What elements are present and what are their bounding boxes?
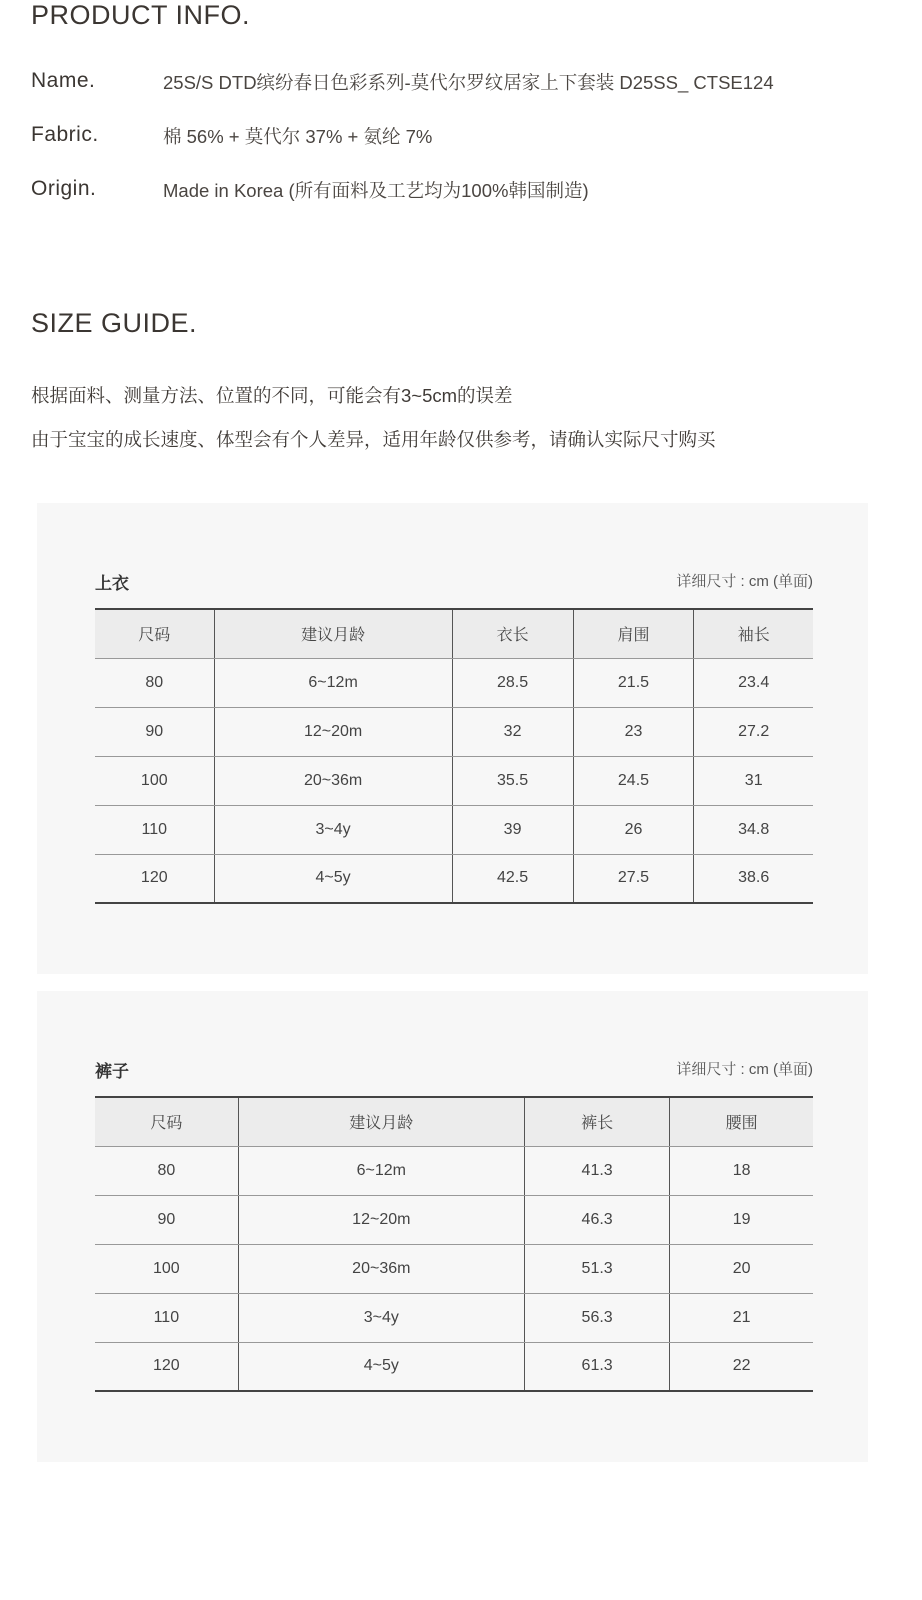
table-cell: 100 [95, 1244, 238, 1293]
table-cell: 61.3 [524, 1342, 669, 1391]
table-cell: 38.6 [738, 869, 770, 887]
table-cell: 39 [452, 805, 573, 854]
product-info-title: PRODUCT INFO. [31, 0, 251, 30]
table-row [95, 805, 813, 854]
table-cell: 110 [95, 805, 214, 854]
table-cell: 19 [670, 1195, 813, 1244]
info-value: Made in Korea (所有面料及工艺均为100%韩国制造) [163, 180, 589, 201]
table-cell: 3~4y [238, 1293, 524, 1342]
column-header: 衣长 [452, 609, 573, 658]
table-cell: 90 [95, 707, 214, 756]
info-value: 棉 56% + 莫代尔 37% + 氨纶 7% [163, 126, 433, 147]
table-row [95, 1244, 813, 1293]
table-cell: 34.8 [694, 805, 813, 854]
table-unit: 详细尺寸 : cm (单面) [676, 573, 813, 590]
table-cell: 120 [95, 854, 214, 903]
column-header: 肩围 [573, 609, 694, 658]
table-row [95, 1195, 813, 1244]
table-cell: 120 [95, 1342, 238, 1391]
table-cell: 12~20m [238, 1195, 524, 1244]
table-row [95, 1293, 813, 1342]
table-cell: 80 [95, 1146, 238, 1195]
table-cell: 28.5 [452, 658, 573, 707]
table-cell: 41.3 [524, 1146, 669, 1195]
table-cell: 80 [95, 658, 214, 707]
table-row [95, 658, 813, 707]
column-header: 尺码 [95, 1097, 238, 1146]
table-cell: 27.5 [573, 854, 694, 903]
table-cell: 110 [95, 1293, 238, 1342]
column-header: 尺码 [95, 609, 214, 658]
pants-size-table [95, 1096, 813, 1392]
table-row [95, 1342, 813, 1391]
table-cell: 35.5 [452, 756, 573, 805]
table-cell: 21.5 [573, 658, 694, 707]
column-header: 建议月龄 [214, 609, 452, 658]
table-cell: 12~20m [214, 707, 452, 756]
info-label: Origin. [31, 177, 97, 200]
column-header: 腰围 [670, 1097, 813, 1146]
table-cell: 20 [670, 1244, 813, 1293]
table-cell: 4~5y [214, 854, 452, 903]
table-cell: 100 [95, 756, 214, 805]
table-row [95, 707, 813, 756]
table-cell: 56.3 [524, 1293, 669, 1342]
table-cell: 6~12m [238, 1146, 524, 1195]
table-cell: 24.5 [573, 756, 694, 805]
size-note: 根据面料、测量方法、位置的不同，可能会有3~5cm的误差 [31, 385, 513, 406]
top-size-panel [37, 503, 868, 974]
table-cell: 20~36m [214, 756, 452, 805]
table-cell: 46.3 [524, 1195, 669, 1244]
pants-size-panel [37, 991, 868, 1462]
table-row [95, 1146, 813, 1195]
table-unit: 详细尺寸 : cm (单面) [676, 1061, 813, 1078]
table-cell: 23.4 [694, 658, 813, 707]
table-cell: 90 [95, 1195, 238, 1244]
table-header-row [95, 609, 813, 658]
table-cell: 23 [573, 707, 694, 756]
size-guide-title: SIZE GUIDE. [31, 308, 198, 338]
info-label: Fabric. [31, 123, 99, 146]
table-cell: 32 [452, 707, 573, 756]
table-cell: 42.5 [452, 854, 573, 903]
table-title: 上衣 [95, 574, 129, 593]
table-cell: 18 [670, 1146, 813, 1195]
table-cell: 22 [732, 1357, 751, 1375]
column-header: 建议月龄 [238, 1097, 524, 1146]
table-cell: 3~4y [214, 805, 452, 854]
table-row [95, 756, 813, 805]
top-size-table [95, 608, 813, 904]
table-cell: 26 [573, 805, 694, 854]
table-cell: 6~12m [214, 658, 452, 707]
info-value: 25S/S DTD缤纷春日色彩系列-莫代尔罗纹居家上下套装 D25SS_ CTSE124 [163, 72, 774, 93]
table-row [95, 854, 813, 903]
info-label: Name. [31, 69, 96, 92]
size-note: 由于宝宝的成长速度、体型会有个人差异，适用年龄仅供参考，请确认实际尺寸购买 [31, 429, 716, 450]
table-cell: 20~36m [238, 1244, 524, 1293]
table-cell: 4~5y [238, 1342, 524, 1391]
column-header: 袖长 [694, 609, 813, 658]
column-header: 裤长 [524, 1097, 669, 1146]
table-header-row [95, 1097, 813, 1146]
table-cell: 21 [670, 1293, 813, 1342]
table-title: 裤子 [95, 1062, 129, 1081]
table-cell: 51.3 [524, 1244, 669, 1293]
table-cell: 27.2 [694, 707, 813, 756]
table-cell: 31 [694, 756, 813, 805]
